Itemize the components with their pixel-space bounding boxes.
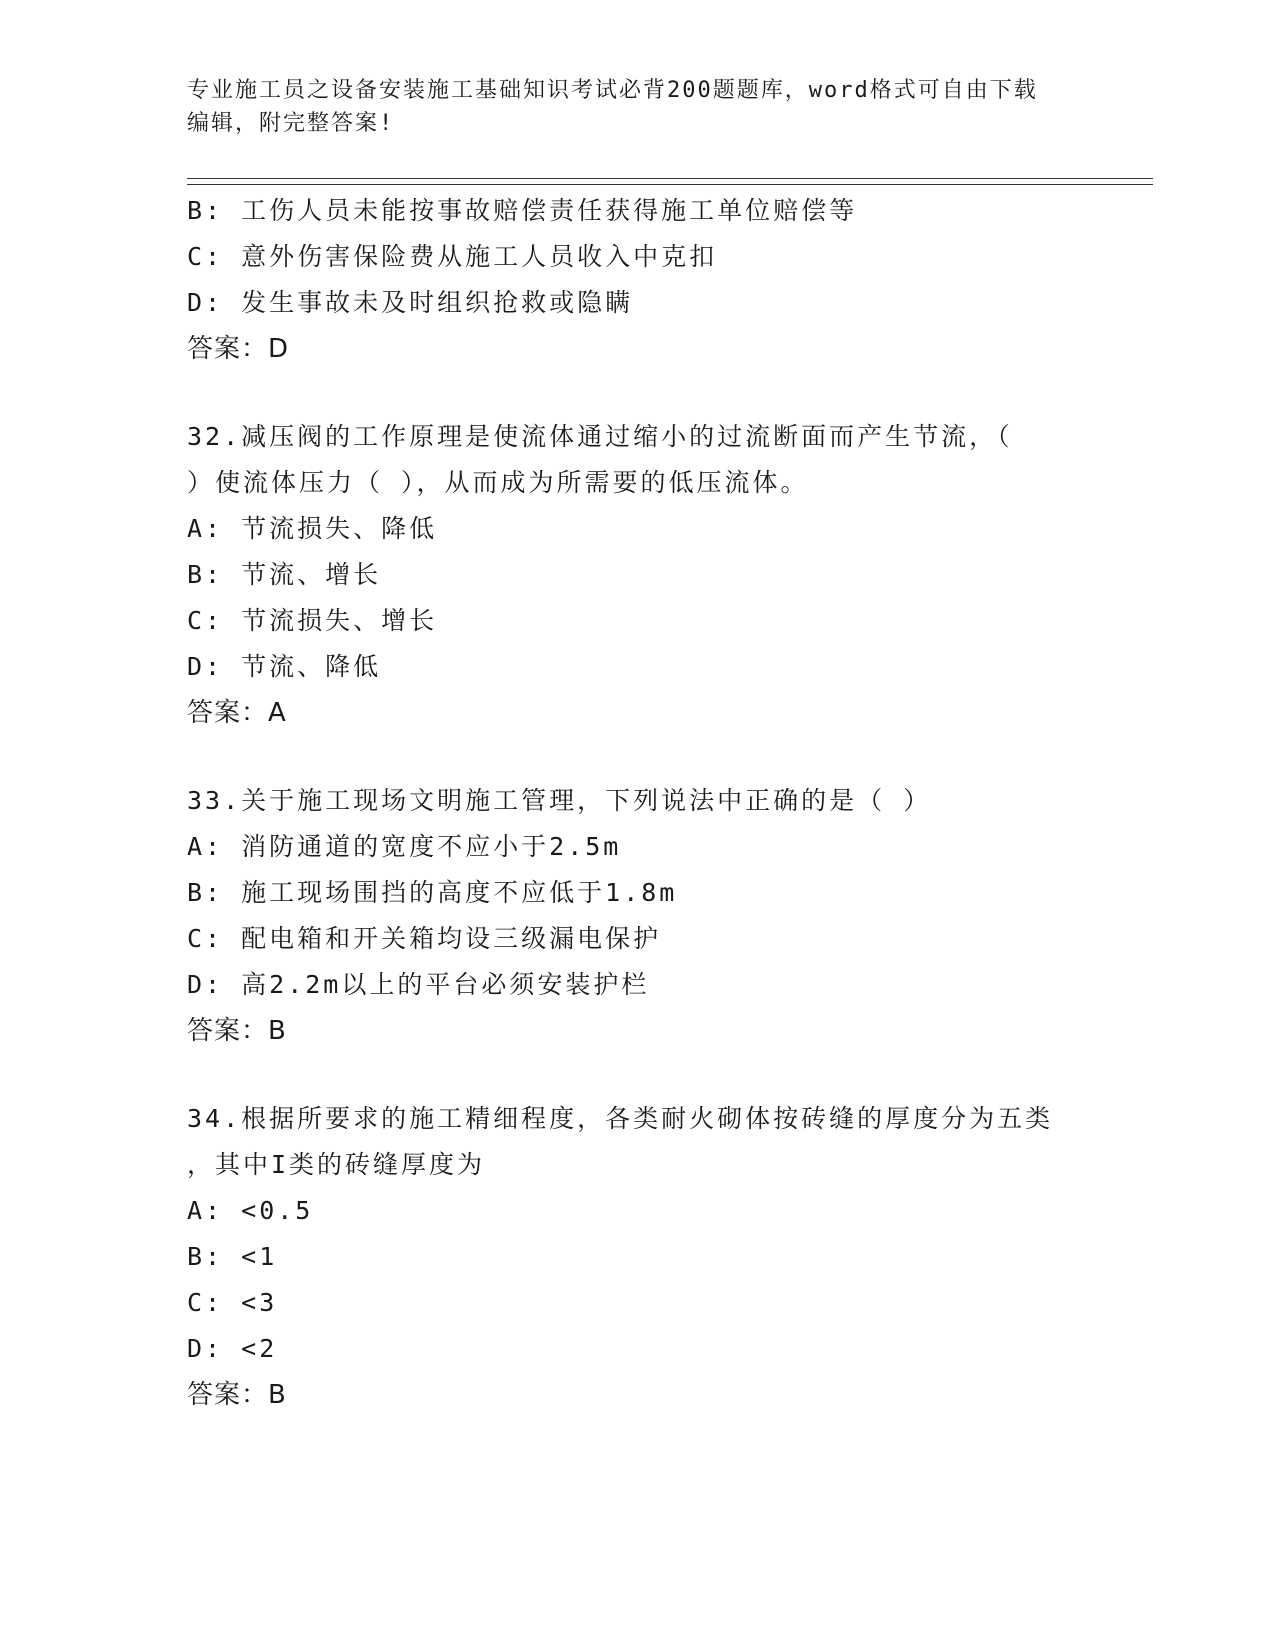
question-33	[187, 778, 1147, 1054]
question-31-partial	[187, 188, 1147, 372]
question-list	[187, 188, 1147, 1418]
option-a: A: 节流损失、降低	[187, 514, 438, 543]
answer: 答案：D	[187, 334, 290, 364]
question-stem-line2: ）使流体压力（ ），从而成为所需要的低压流体。	[187, 468, 809, 497]
question-stem-line1: 32.减压阀的工作原理是使流体通过缩小的过流断面而产生节流，（	[187, 422, 1013, 451]
option-c: C: 配电箱和开关箱均设三级漏电保护	[187, 924, 662, 953]
option-c: C: <3	[187, 1288, 278, 1317]
question-34	[187, 1096, 1147, 1418]
option-d: D: 高2.2m以上的平台必须安装护栏	[187, 970, 650, 999]
question-stem-line1: 33.关于施工现场文明施工管理，下列说法中正确的是（ ）	[187, 786, 932, 815]
option-b: B: 节流、增长	[187, 560, 382, 589]
header-divider-top	[187, 178, 1153, 179]
question-stem-line1: 34.根据所要求的施工精细程度，各类耐火砌体按砖缝的厚度分为五类	[187, 1104, 1054, 1133]
answer: 答案：B	[187, 1380, 287, 1410]
option-c: C: 意外伤害保险费从施工人员收入中克扣	[187, 242, 718, 271]
header-title-line1: 专业施工员之设备安装施工基础知识考试必背200题题库，word格式可自由下载	[187, 78, 1038, 103]
option-d: D: 发生事故未及时组织抢救或隐瞒	[187, 288, 634, 317]
option-a: A: <0.5	[187, 1196, 314, 1225]
option-b: B: 工伤人员未能按事故赔偿责任获得施工单位赔偿等	[187, 196, 858, 225]
document-header	[187, 74, 1067, 140]
answer: 答案：A	[187, 698, 287, 728]
option-c: C: 节流损失、增长	[187, 606, 438, 635]
option-b: B: <1	[187, 1242, 278, 1271]
header-divider-bottom	[187, 184, 1153, 185]
option-d: D: 节流、降低	[187, 652, 382, 681]
option-d: D: <2	[187, 1334, 278, 1363]
question-32	[187, 414, 1147, 736]
option-a: A: 消防通道的宽度不应小于2.5m	[187, 832, 622, 861]
question-stem-line2: ，其中I类的砖缝厚度为	[187, 1150, 486, 1179]
answer: 答案：B	[187, 1016, 287, 1046]
option-b: B: 施工现场围挡的高度不应低于1.8m	[187, 878, 678, 907]
header-title-line2: 编辑，附完整答案!	[187, 111, 395, 136]
